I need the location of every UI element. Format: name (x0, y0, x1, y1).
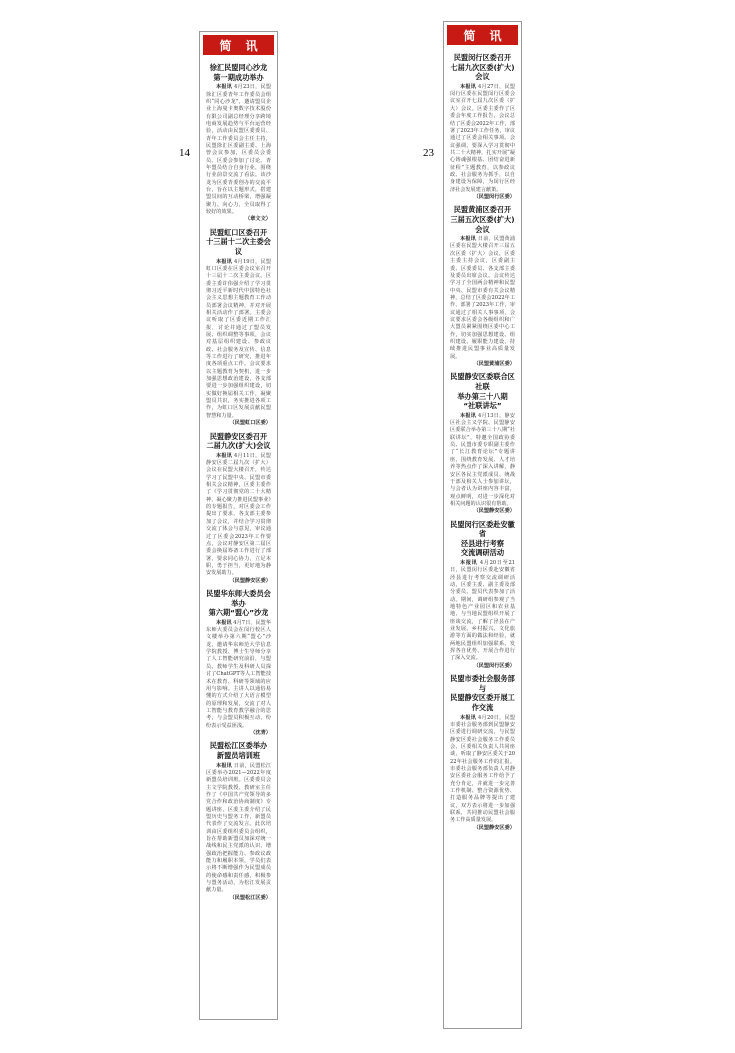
news-item (450, 53, 515, 201)
news-item (450, 520, 515, 671)
news-text: 本报讯 4月13日，静安区社会主义学院、民盟静安区委联合举办第三十八期“社联讲坛”，特邀全国政协委员、民盟市委专职副主委作了“长江教育论坛”专题讲座，围绕教育发展、人才培养等热点作了深入讲解，静安区各民主党派成员、统战干部及相关人士参加讲坛，与会者认为讲座内容丰富，观点鲜明，对进一步深化对相关问题的认识很有帮助。 (450, 412, 516, 507)
news-item (206, 589, 271, 737)
news-title: 民盟市委社会服务部与 民盟静安区委开展工作交流 (450, 674, 515, 712)
news-text: 本报讯 4月23日，民盟徐汇区委青年工作委员会组织“同心沙龙”，邀请盟员企业上海曼卡奥数字技术股份有限公司副总经理分享跨境电商发展趋势与平台运营经验，活动由民盟区委委员、青年工作委员会主任主持，民盟徐汇区委副主委、上海曾会议参加，区委员会委员、区委会参加了讨论。青年盟员结合自身行业，围绕行业前景交流了看法。该沙龙为区委青委创办的交流平台，旨在以主题形式，搭建盟员间的互动桥梁，增强凝聚力、向心力，全员取得了较好的效果。 (206, 84, 272, 216)
news-text: 本报讯 4月19日，民盟虹口区委在区委会议室召开十三届十二次主委会议。区委主委许伟强介绍了学习贯彻习近平新时代中国特色社会主义思想主题教育工作动员部署会议精神，并对开展相关活动作了部署。主委会议听取了区委近期工作汇报，讨论并通过了盟员发展、组织调整等事项，会议对基层组织建设、参政议政、社会服务及宣传、信息等工作进行了研究，推进年度各项重点工作。会议要求以主题教育为契机，进一步加强思想政治建设，各支部要进一步加强组织建设，切实做好换届相关工作，凝聚盟员共识，务实推进各项工作，为虹口区发展贡献民盟智慧和力量。 (206, 258, 272, 419)
column-header-banner: 简讯 (447, 25, 518, 45)
news-title: 民盟华东师大委员会举办 第六期“盟心”沙龙 (206, 588, 271, 618)
news-text: 本报讯 4月11日，民盟静安区委二届九次（扩大）会议在民盟大楼召开，传达学习了民盟中央、民盟市委相关会议精神，区委主委作了《学习贯彻党的二十大精神，凝心聚力推进民盟事业》的专题报告，对区委会工作提出了要求，各支部主委参加了会议，并结合学习贯彻交流了体会与意见，审议通过了区委会2023年工作要点，会议对静安区第二届区委会换届筹备工作进行了部署，要求同心协力，立足本职，勇于担当，更好地为静安发展助力。 (206, 452, 272, 577)
page-number-right: 23 (423, 147, 434, 159)
news-title: 徐汇民盟同心沙龙 第一期成功举办 (209, 63, 268, 82)
news-source: （民盟静安区委） (229, 577, 271, 584)
news-column-right (443, 21, 522, 1029)
news-title: 民盟闵行区委赴安徽省 泾县进行考察 交流调研活动 (450, 519, 515, 558)
news-source: （民盟虹口区委） (229, 420, 271, 427)
news-title: 民盟闵行区委召开 七届九次区委(扩大)会议 (450, 53, 515, 82)
news-source: （民盟静安区委） (473, 824, 515, 831)
news-title: 民盟黄浦区委召开 三届五次区委(扩大)会议 (450, 205, 515, 234)
news-text: 本报讯 4月20日，民盟市委社会服务部到民盟静安区委进行调研交流，与民盟静安区委社会服务工作委员会、区委相关负责人共同座谈，听取了静安区委关于2022年社会服务工作的汇报。市委社会服务部负责人对静安区委社会服务工作给予了充分肯定，并就进一步完善工作机制、整合资源优势、打造服务品牌等提出了建议，双方表示将进一步加强联系，共同推动民盟社会服务工作高质量发展。 (450, 714, 516, 824)
news-column-left (199, 31, 278, 1020)
column-body (444, 45, 521, 832)
column-body (200, 55, 277, 902)
news-source: （民盟闵行区委） (473, 193, 515, 200)
news-item (206, 741, 271, 902)
news-item (450, 674, 515, 832)
news-text: 本报讯 4月27日，民盟闵行区委在民盟闵行区委会议室召开七届九次区委（扩大）会议。区委主委作了区委会年度工作报告，会议总结了区委会2022年工作，部署了2023年工作任务，审议通过了区委会相关事项。会议强调，要深入学习贯彻中共二十大精神，扎实开展“凝心铸魂强根基、团结奋进新征程”主题教育，以参政议政、社会服务为抓手，以自身建设为保障，为闵行区经济社会发展建言献策。 (450, 83, 516, 193)
news-source: （民盟松江区委） (229, 894, 271, 901)
news-title: 民盟松江区委举办 新盟员培训班 (209, 741, 268, 760)
news-text: 本报讯 日前，民盟黄浦区委在民盟大楼召开三届五次区委（扩大）会议，区委主委主持会议，区委副主委、区委委员、各支部主委及委员出席会议。会议传达学习了全国两会精神和民盟中央、民盟市委有关会议精神，总结了区委会2022年工作，部署了2023年工作，审议通过了相关人事事项，会议要求区委会各级组织和广大盟员紧紧围绕区委中心工作，切实加强思想建设、组织建设、履职能力建设，持续推进民盟事业高质量发展。 (450, 236, 516, 360)
news-title: 民盟虹口区委召开 十三届十二次主委会议 (206, 227, 271, 256)
news-source: （民盟闵行区委） (473, 662, 515, 669)
news-source: （章文文） (245, 216, 271, 223)
news-item (206, 63, 271, 224)
news-text: 本报讯 4月20日至21日，民盟闵行区委赴安徽省泾县进行考察交流调研活动，区委主委、副主委及部分委员、盟员代表参加了活动。期间，调研组参观了当地特色产业园区和农业基地，与当地民盟组织开展了座谈交流，了解了泾县在产业发展、乡村振兴、文化旅游等方面的做法和经验，就两地民盟组织加强联系、发挥各自优势、开展合作进行了深入交流。 (450, 560, 516, 662)
news-source: （民盟静安区委） (473, 508, 515, 515)
news-title: 民盟静安区委召开 二届九次(扩大)会议 (206, 431, 271, 451)
news-text: 本报讯 日前，民盟松江区委举办2021—2022年度新盟员培训班。区委委员会主文学院教授、教研室主任作了《中国共产党领导的多党合作和政治协商制度》专题讲座，区委主委介绍了民盟历史与盟务工作，新盟员代表作了交流发言。此次培训由区委组织委员会组织，旨在帮助新盟员加深对统一战线和民主党派的认识，增强政治把握能力、参政议政能力和履职本领，学员们表示将不断增强作为民盟成员的使命感和责任感，积极参与盟务活动，为松江发展贡献力量。 (206, 762, 272, 894)
news-item (450, 372, 515, 515)
news-source: （沈青） (250, 729, 271, 736)
news-item (450, 205, 515, 368)
page-number-left: 14 (179, 147, 190, 159)
news-source: （民盟黄浦区委） (473, 360, 515, 367)
column-header-banner: 简讯 (203, 35, 274, 55)
news-item (206, 432, 271, 585)
news-item (206, 228, 271, 428)
news-title: 民盟静安区委联合区社联 举办第三十八期 “社联讲坛” (450, 372, 515, 411)
news-text: 本报讯 4月7日，民盟华东师大委员会在闵行校区人文楼举办第六期“盟心”沙龙，邀请华东师范大学信息学院教授、博士生导师分享了人工智能研究前沿，与盟员、教师学生及科研人员探讨了ChatGPT等人工智能技术在教育、科研等领域的应用与影响。主讲人以通俗易懂的方式介绍了大语言模型的原理和发展，交流了对人工智能与教育教学融合的思考，与会盟员积极互动，纷纷表示受益匪浅。 (206, 619, 271, 729)
